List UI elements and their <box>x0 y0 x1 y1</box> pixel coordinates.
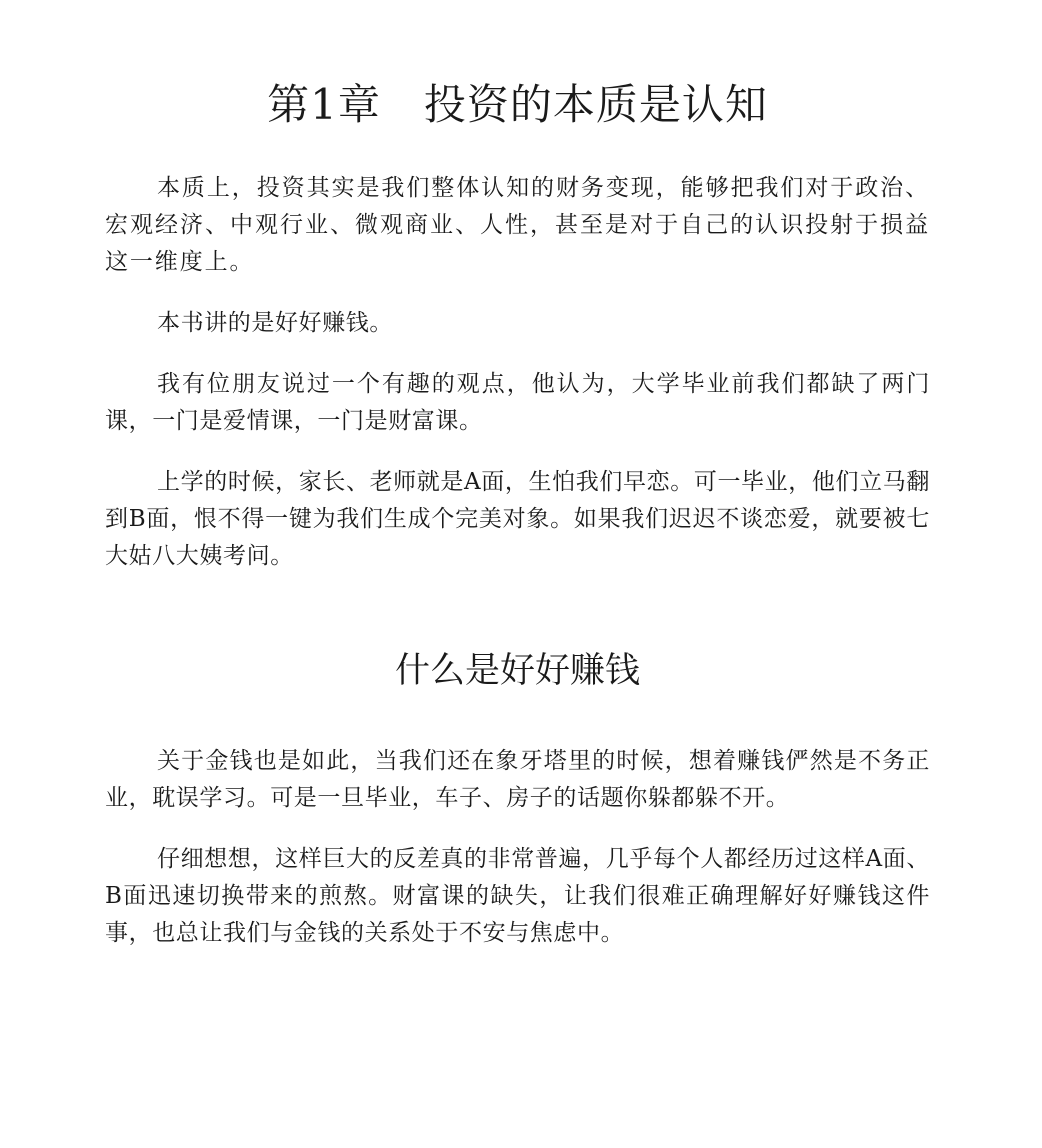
paragraph: 关于金钱也是如此，当我们还在象牙塔里的时候，想着赚钱俨然是不务正业，耽误学习。可是一旦毕业，车子、房子的话题你躲都躲不开。 <box>105 748 930 811</box>
chapter-title: 第1章 投资的本质是认知 <box>267 80 768 129</box>
paragraph: 仔细想想，这样巨大的反差真的非常普遍，几乎每个人都经历过这样A面、B面迅速切换带来的煎熬。财富课的缺失，让我们很难正确理解好好赚钱这件事，也总让我们与金钱的关系处于不安与焦虑中。 <box>105 846 930 946</box>
document-page <box>105 0 930 952</box>
paragraph: 我有位朋友说过一个有趣的观点，他认为，大学毕业前我们都缺了两门课，一门是爱情课，一门是财富课。 <box>105 371 930 434</box>
paragraph: 上学的时候，家长、老师就是A面，生怕我们早恋。可一毕业，他们立马翻到B面，恨不得一键为我们生成个完美对象。如果我们迟迟不谈恋爱，就要被七大姑八大姨考问。 <box>105 469 930 569</box>
section-title: 什么是好好赚钱 <box>394 651 640 691</box>
paragraph: 本质上，投资其实是我们整体认知的财务变现，能够把我们对于政治、宏观经济、中观行业、微观商业、人性，甚至是对于自己的认识投射于损益这一维度上。 <box>105 175 930 275</box>
paragraph: 本书讲的是好好赚钱。 <box>157 310 393 336</box>
